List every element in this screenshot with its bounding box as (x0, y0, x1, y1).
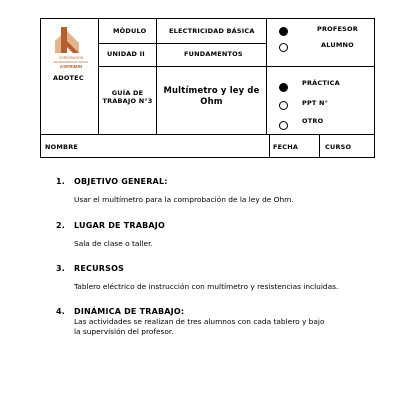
guia-title-line2: Ohm (200, 95, 223, 106)
section-dinamica (56, 307, 376, 337)
section-text: Sala de clase o taller. (74, 239, 153, 248)
ppt-radio[interactable] (279, 101, 288, 110)
profesor-label: PROFESOR (317, 25, 358, 33)
section-objetivo (56, 177, 376, 206)
curso-label: CURSO (325, 143, 352, 151)
section-heading: DINÁMICA DE TRABAJO: (74, 307, 185, 316)
guia-label-line1: GUÍA DE (111, 89, 144, 97)
practica-radio[interactable] (279, 83, 288, 92)
nombre-label: NOMBRE (45, 143, 79, 151)
section-heading: LUGAR DE TRABAJO (74, 221, 165, 230)
otro-label: OTRO (302, 117, 324, 125)
practica-label: PRÁCTICA (302, 79, 340, 87)
section-number: 3. (56, 264, 66, 273)
section-title (56, 307, 376, 316)
otro-radio[interactable] (279, 121, 288, 130)
unidad-value: FUNDAMENTOS (184, 50, 243, 58)
fecha-label: FECHA (273, 143, 299, 151)
section-title (56, 177, 376, 186)
section-text: Usar el multímetro para la comprobación de la ley de Ohm. (74, 195, 294, 204)
section-text: Tablero eléctrico de instrucción con multímetro y resistencias incluidas. (74, 282, 339, 291)
modulo-label: MÓDULO (113, 27, 147, 35)
section-heading: RECURSOS (74, 264, 125, 273)
logo-brand: ASPRIMIN (59, 64, 83, 69)
logo-line1: CORPORACIÓN (58, 56, 84, 60)
section-lugar (56, 221, 376, 250)
modulo-value: ELECTRICIDAD BÁSICA (169, 27, 255, 35)
logo-line2: DE DESARROLLO SOCIAL (53, 60, 89, 64)
unidad-label: UNIDAD II (107, 50, 145, 58)
alumno-label: ALUMNO (321, 41, 354, 49)
section-heading: OBJETIVO GENERAL: (74, 177, 168, 186)
section-text-line2: la supervisión del profesor. (74, 326, 174, 336)
section-number: 1. (56, 177, 66, 186)
guia-label (99, 89, 156, 105)
guia-label-line2: TRABAJO N°3 (102, 97, 153, 106)
section-title (56, 221, 376, 230)
section-title (56, 264, 376, 273)
alumno-radio[interactable] (279, 43, 288, 52)
profesor-radio[interactable] (279, 27, 288, 36)
section-text (74, 317, 376, 337)
header-table (40, 18, 375, 158)
section-text-line1: Las actividades se realizan de tres alumnos con cada tablero y bajo (74, 317, 325, 326)
section-number: 4. (56, 307, 66, 316)
asprimin-logo (53, 25, 89, 69)
section-recursos (56, 264, 376, 293)
section-number: 2. (56, 221, 66, 230)
org-name: ADOTEC (53, 74, 84, 82)
guia-title (157, 85, 266, 107)
ppt-label: PPT N° (302, 99, 329, 107)
guia-title-line1: Multímetro y ley de (163, 85, 260, 95)
